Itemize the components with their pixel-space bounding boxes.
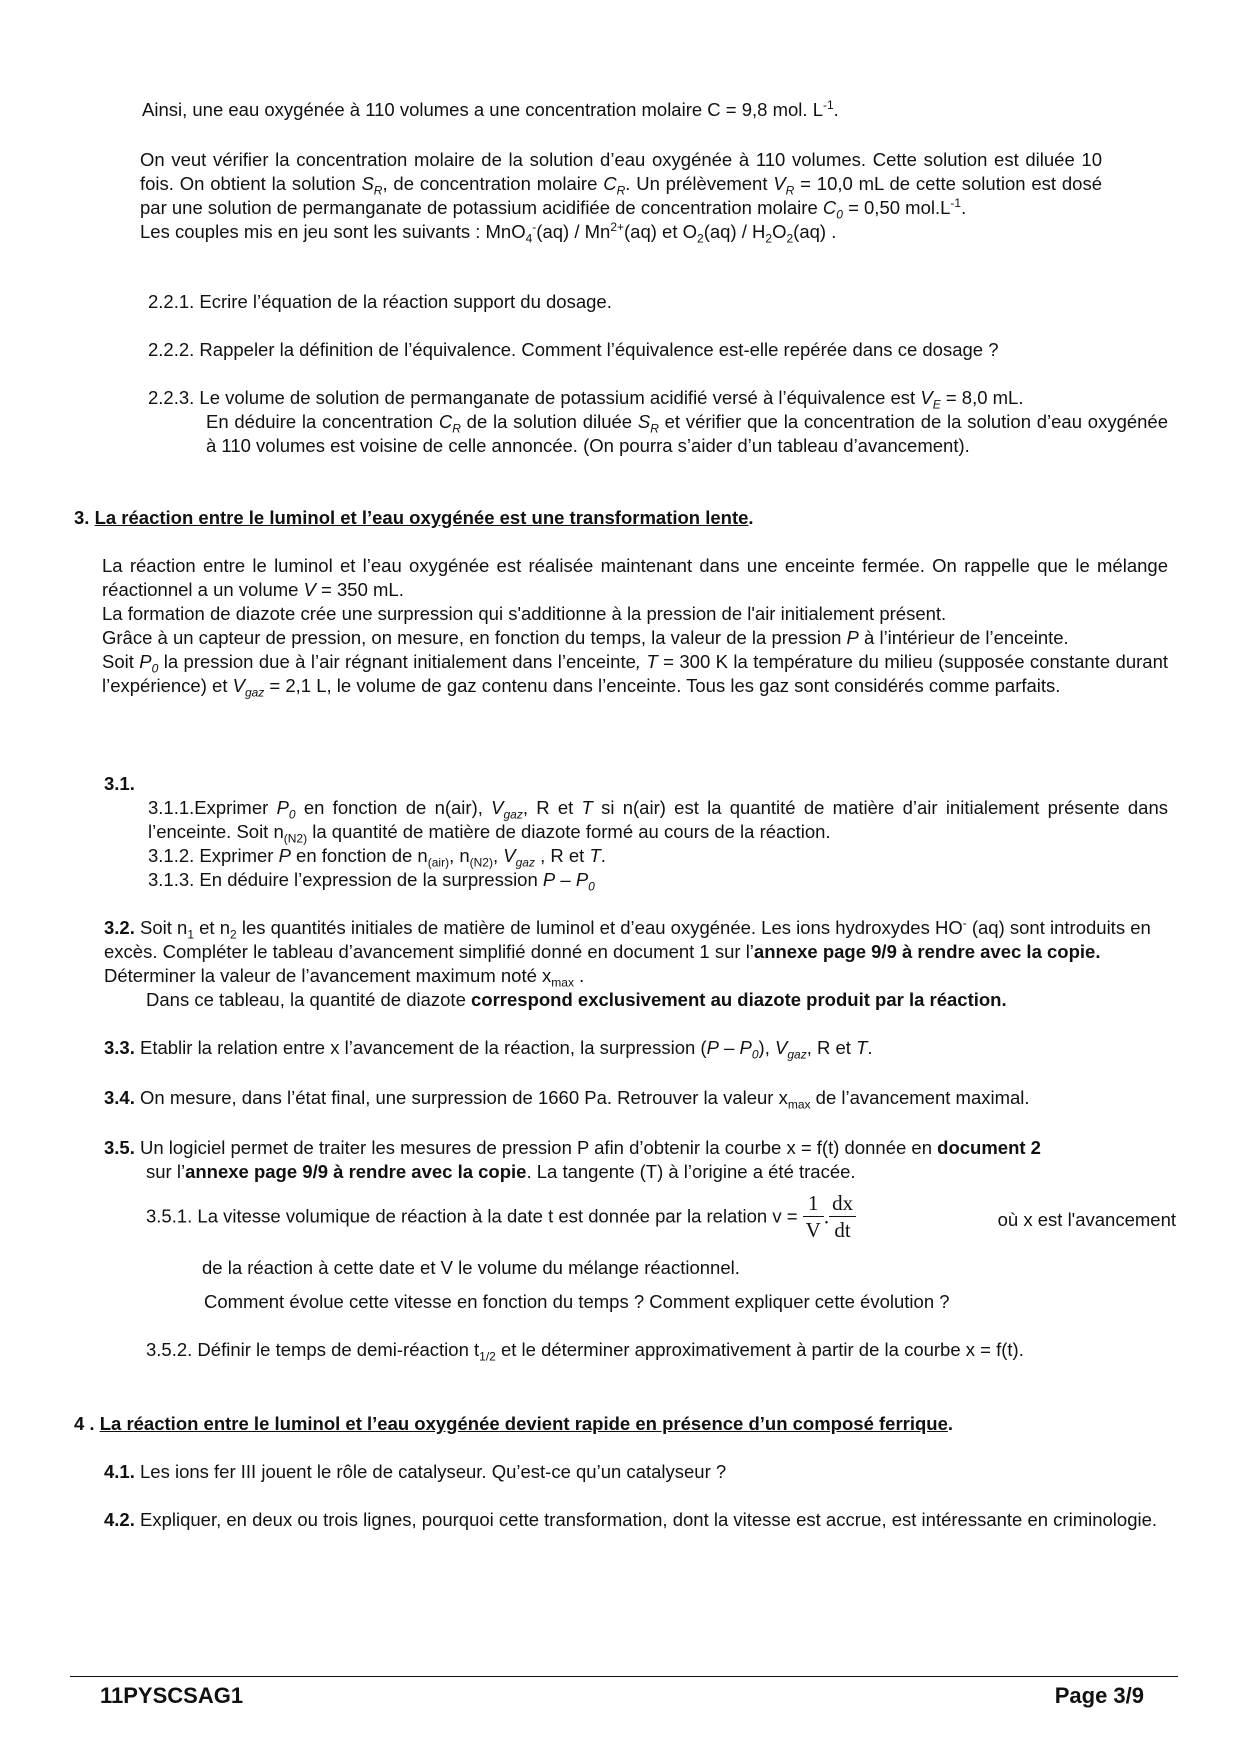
footer-divider [70, 1676, 1178, 1677]
intro-line: Ainsi, une eau oxygénée à 110 volumes a une concentration molaire C = 9,8 mol. $L^{-1}$. [142, 97, 839, 120]
question-3-2: 3.2. Soit $n_1$ et $n_2$ les quantités initiales de matière de luminol et d’eau oxygénée. Les ions hydroxydes HO- (aq) sont introduits en excès. Compléter le tableau d’avancement simplifié donné en document 1 sur l’annexe page 9/9 à rendre avec la copie. Déterminer la valeur de l’avancement maximum noté $x_{max}$ . Dans ce tableau, la quantité de diazote correspond exclusivement au diazote produit par la réaction. [104, 915, 1151, 1010]
paragraph-section-3: La réaction entre le luminol et l’eau oxygénée est réalisée maintenant dans une enceinte fermée. On rappelle que le mélange réactionnel a un volume V = 350 mL. La formation de diazote crée une surpression qui s'additionne à la pression de l'air initialement présent. Grâce à un capteur de pression, on mesure, en fonction du temps, la valeur de la pression P à l’intérieur de l’enceinte. Soit $P_0$ la pression due à l’air régnant initialement dans l’enceinte, T = 300 K la température du milieu (supposée constante durant l’expérience) et $V_{gaz} = 2,1$ L, le volume de gaz contenu dans l’enceinte. Tous les gaz sont considérés comme parfaits. [102, 555, 1168, 700]
question-3-3: 3.3. Etablir la relation entre x l’avancement de la réaction, la surpression $(P - P_0)$, $V_{gaz}$, R et T. [104, 1037, 873, 1062]
question-3-1-label: 3.1. [104, 773, 135, 794]
redox-couples: Les couples mis en jeu sont les suivants : $MnO_4^-(aq) / Mn^{2+}(aq)$ et $O_2(aq) / H_2O_2(aq)$ . [140, 219, 837, 246]
question-3-5-2: 3.5.2. Définir le temps de demi-réaction $t_{1/2}$ et le déterminer approximativement à partir de la courbe x = f(t). [146, 1339, 1024, 1364]
question-2-2-1: 2.2.1. Ecrire l’équation de la réaction support du dosage. [148, 291, 612, 312]
question-4-1: 4.1. Les ions fer III jouent le rôle de catalyseur. Qu’est-ce qu’un catalyseur ? [104, 1461, 727, 1482]
question-3-4: 3.4. On mesure, dans l’état final, une surpression de 1660 Pa. Retrouver la valeur $x_{max}$ de l’avancement maximal. [104, 1087, 1030, 1112]
footer-page-number: Page 3/9 [1054, 1683, 1144, 1708]
footer-code: 11PYSCSAG1 [100, 1683, 244, 1708]
question-3-5-1: 3.5.1. La vitesse volumique de réaction à la date t est donnée par la relation v = $\frac{1}{V}$ . $\frac{dx}{dt}$ où x est l'avancement [146, 1191, 1176, 1242]
fraction-dx-over-dt: $\frac{dx}{dt}$ [829, 1190, 856, 1243]
question-3-5-1-continued: de la réaction à cette date et V le volume du mélange réactionnel. [202, 1257, 740, 1278]
question-4-2: 4.2. Expliquer, en deux ou trois lignes, pourquoi cette transformation, dont la vitesse est accrue, est intéressante en criminologie. [104, 1509, 1158, 1530]
section-4-heading: 4 . La réaction entre le luminol et l’eau oxygénée devient rapide en présence d’un composé ferrique. [74, 1413, 954, 1434]
fraction-one-over-v: $\frac{1}{V}$ [803, 1190, 824, 1243]
paragraph-dilution: On veut vérifier la concentration molaire de la solution d’eau oxygénée à 110 volumes. Cette solution est diluée 10 fois. On obtient la solution $S_R$, de concentration molaire $C_R$. Un prélèvement $V_R = 10,0$ mL de cette solution est dosé par une solution de permanganate de potassium acidifiée de concentration molaire $C_0 = 0,50$ $mol.L^{-1}$. Les couples mis en jeu sont les suivants : $MnO_4^-(aq) / Mn^{2+}(aq)$ et $O_2(aq) / H_2O_2(aq)$ . [140, 149, 1102, 246]
question-2-2-2: 2.2.2. Rappeler la définition de l’équivalence. Comment l’équivalence est-elle repérée dans ce dosage ? [148, 339, 999, 360]
question-2-2-3: 2.2.3. Le volume de solution de permanganate de potassium acidifié versé à l’équivalence est $V_E = 8,0$ mL. En déduire la concentration $C_R$ de la solution diluée $S_R$ et vérifier que la concentration de la solution d’eau oxygénée à 110 volumes est voisine de celle annoncée. (On pourra s’aider d’un tableau d’avancement). [148, 387, 1169, 456]
section-3-heading: 3. La réaction entre le luminol et l’eau oxygénée est une transformation lente. [74, 507, 754, 528]
question-3-5: 3.5. Un logiciel permet de traiter les mesures de pression P afin d’obtenir la courbe x = f(t) donnée en document 2 sur l’annexe page 9/9 à rendre avec la copie. La tangente (T) à l’origine a été tracée. [104, 1137, 1041, 1182]
question-3-1-block: 3.1.1.Exprimer $P_0$ en fonction de n(air), $V_{gaz}$, R et T si n(air) est la quantité de matière d’air initialement présente dans l’enceinte. Soit $n_{(N2)}$ la quantité de matière de diazote formé au cours de la réaction. 3.1.2. Exprimer P en fonction de $n_{(air)}$, $n_{(N2)}$, $V_{gaz}$ , R et T. 3.1.3. En déduire l’expression de la surpression P – $P_0$ [148, 797, 1169, 894]
question-3-5-1-prompt: Comment évolue cette vitesse en fonction du temps ? Comment expliquer cette évolution ? [204, 1291, 950, 1312]
